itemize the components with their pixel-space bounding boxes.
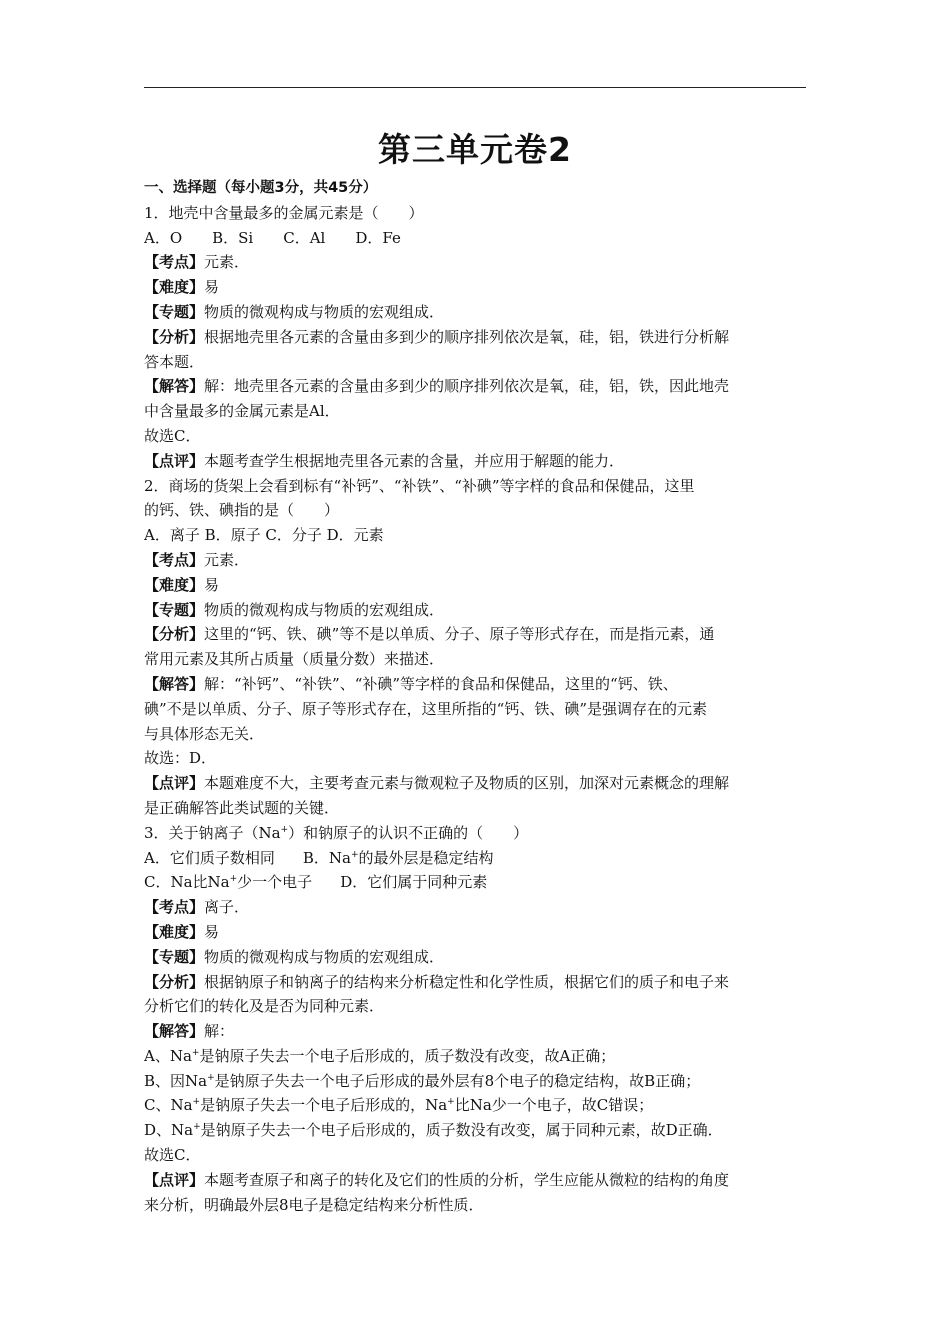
q1-nandu-text: 易 — [204, 278, 220, 297]
q3-jieda — [144, 1019, 812, 1044]
q3-kaodian-text: 离子． — [204, 898, 250, 917]
nandu-tag: 【难度】 — [144, 575, 205, 594]
q3-dianping-cont: 来分析，明确最外层8电子是稳定结构来分析性质． — [144, 1195, 484, 1214]
q2-stem: 2．商场的货架上会看到标有“补钙”、“补铁”、“补碘”等字样的食品和保健品，这里 — [144, 476, 695, 495]
q3-zhuanti — [144, 945, 812, 970]
q3-option-b-b: 的最外层是稳定结构 — [358, 848, 494, 867]
q2-fenxi-cont: 常用元素及其所占质量（质量分数）来描述． — [144, 650, 445, 669]
q3-stem-b: ）和钠原子的认识不正确的（ ） — [288, 823, 529, 842]
q3-jieda-c-lead: C、Na — [144, 1096, 193, 1115]
q3-jieda-a-text: 是钠原子失去一个电子后形成的，质子数没有改变，故A正确； — [199, 1046, 616, 1065]
q2-jieda — [144, 672, 812, 697]
q3-option-c-b: 少一个电子 — [237, 873, 313, 892]
q2-jieda-cont: 碘”不是以单质、分子、原子等形式存在，这里所指的“钙、铁、碘”是强调存在的元素 — [144, 699, 708, 718]
q1-options: A．O B．Si C．Al D．Fe — [144, 228, 401, 247]
q3-jieda-d-lead: D、Na — [144, 1121, 194, 1140]
q3-fenxi — [144, 970, 812, 995]
q3-kaodian — [144, 895, 812, 920]
dianping-tag: 【点评】 — [144, 774, 205, 793]
q1-jieda-cont: 中含量最多的金属元素是Al． — [144, 402, 340, 421]
document-body — [144, 176, 812, 1217]
q2-stem-cont: 的钙、铁、碘指的是（ ） — [144, 501, 340, 520]
superscript-plus: + — [193, 1122, 201, 1133]
section-heading: 一、选择题（每小题3分，共45分） — [144, 180, 378, 196]
superscript-plus: + — [350, 849, 359, 860]
q2-kaodian-text: 元素． — [204, 550, 250, 569]
q1-dianping-text: 本题考查学生根据地壳里各元素的含量，并应用于解题的能力． — [204, 451, 625, 470]
q2-dianping — [144, 771, 812, 796]
q3-option-d: D．它们属于同种元素 — [340, 873, 488, 892]
q2-nandu — [144, 573, 812, 598]
q3-fenxi-text: 根据钠原子和钠离子的结构来分析稳定性和化学性质，根据它们的质子和电子来 — [204, 972, 730, 991]
q3-jieda-a — [144, 1044, 812, 1069]
q2-zhuanti — [144, 598, 812, 623]
superscript-plus: + — [191, 1047, 200, 1058]
nandu-tag: 【难度】 — [144, 278, 205, 297]
q3-jieda-text: 解： — [204, 1022, 235, 1041]
dianping-tag: 【点评】 — [144, 1170, 205, 1189]
q1-stem: 1．地壳中含量最多的金属元素是（ ） — [144, 203, 424, 222]
q1-jieda — [144, 374, 812, 399]
q3-jieda-b-lead: B、因Na — [144, 1071, 208, 1090]
q3-jieda-c-text: 是钠原子失去一个电子后形成的，Na — [200, 1096, 448, 1115]
q3-stem — [144, 821, 812, 846]
superscript-plus: + — [229, 874, 238, 885]
q3-jieda-b-text: 是钠原子失去一个电子后形成的最外层有8个电子的稳定结构，故B正确； — [214, 1071, 701, 1090]
q3-option-b-a: B．Na — [302, 848, 351, 867]
q3-dianping — [144, 1168, 812, 1193]
q3-jieda-c-tail: 比Na少一个电子，故C错误； — [454, 1096, 654, 1115]
q1-answer: 故选C． — [144, 426, 201, 445]
superscript-plus: + — [192, 1097, 201, 1108]
q1-kaodian — [144, 250, 812, 275]
q2-answer: 故选：D． — [144, 749, 217, 768]
q1-zhuanti — [144, 300, 812, 325]
q3-stem-a: 3．关于钠离子（Na — [144, 823, 281, 842]
superscript-plus: + — [207, 1072, 215, 1083]
q3-answer: 故选C． — [144, 1146, 201, 1165]
kaodian-tag: 【考点】 — [144, 253, 205, 272]
q3-fenxi-cont: 分析它们的转化及是否为同种元素． — [144, 997, 385, 1016]
q3-jieda-c — [144, 1093, 812, 1118]
q2-fenxi-text: 这里的“钙、铁、碘”等不是以单质、分子、原子等形式存在，而是指元素，通 — [204, 625, 715, 644]
q2-nandu-text: 易 — [204, 575, 220, 594]
zhuanti-tag: 【专题】 — [144, 600, 205, 619]
jieda-tag: 【解答】 — [144, 377, 205, 396]
nandu-tag: 【难度】 — [144, 922, 205, 941]
q3-jieda-d — [144, 1118, 812, 1143]
kaodian-tag: 【考点】 — [144, 898, 205, 917]
fenxi-tag: 【分析】 — [144, 327, 205, 346]
page-title: 第三单元卷2 — [378, 130, 572, 169]
q2-dianping-text: 本题难度不大，主要考查元素与微观粒子及物质的区别，加深对元素概念的理解 — [204, 774, 730, 793]
q2-options: A．离子 B．原子 C．分子 D．元素 — [144, 526, 384, 545]
q3-zhuanti-text: 物质的微观构成与物质的宏观组成． — [204, 947, 445, 966]
fenxi-tag: 【分析】 — [144, 625, 205, 644]
superscript-plus: + — [447, 1097, 455, 1108]
q2-jieda-cont2: 与具体形态无关． — [144, 724, 265, 743]
q3-jieda-a-lead: A、Na — [144, 1046, 192, 1065]
q3-jieda-b — [144, 1069, 812, 1094]
q2-dianping-cont: 是正确解答此类试题的关键． — [144, 798, 340, 817]
jieda-tag: 【解答】 — [144, 674, 205, 693]
q3-nandu-text: 易 — [204, 922, 220, 941]
q3-options-ab — [144, 846, 812, 871]
dianping-tag: 【点评】 — [144, 451, 205, 470]
q2-fenxi — [144, 622, 812, 647]
q2-kaodian — [144, 548, 812, 573]
q1-jieda-text: 解：地壳里各元素的含量由多到少的顺序排列依次是氧，硅，铝，铁，因此地壳 — [204, 377, 730, 396]
superscript-plus: + — [280, 824, 289, 835]
header-rule — [144, 87, 806, 88]
q1-nandu — [144, 275, 812, 300]
kaodian-tag: 【考点】 — [144, 550, 205, 569]
q2-zhuanti-text: 物质的微观构成与物质的宏观组成． — [204, 600, 445, 619]
zhuanti-tag: 【专题】 — [144, 302, 205, 321]
q1-fenxi — [144, 325, 812, 350]
zhuanti-tag: 【专题】 — [144, 947, 205, 966]
q3-jieda-d-text: 是钠原子失去一个电子后形成的，质子数没有改变，属于同种元素，故D正确． — [200, 1121, 723, 1140]
q1-fenxi-text: 根据地壳里各元素的含量由多到少的顺序排列依次是氧，硅，铝，铁进行分析解 — [204, 327, 730, 346]
q3-option-c-a: C．Na比Na — [144, 873, 230, 892]
q1-dianping — [144, 449, 812, 474]
q1-zhuanti-text: 物质的微观构成与物质的宏观组成． — [204, 302, 445, 321]
q3-option-a: A．它们质子数相同 — [144, 848, 275, 867]
jieda-tag: 【解答】 — [144, 1022, 205, 1041]
q1-kaodian-text: 元素． — [204, 253, 250, 272]
q1-fenxi-cont: 答本题． — [144, 352, 205, 371]
q3-nandu — [144, 920, 812, 945]
q3-dianping-text: 本题考查原子和离子的转化及它们的性质的分析，学生应能从微粒的结构的角度 — [204, 1170, 730, 1189]
fenxi-tag: 【分析】 — [144, 972, 205, 991]
q2-jieda-text: 解：“补钙”、“补铁”、“补碘”等字样的食品和保健品，这里的“钙、铁、 — [204, 674, 678, 693]
q3-options-cd — [144, 870, 812, 895]
